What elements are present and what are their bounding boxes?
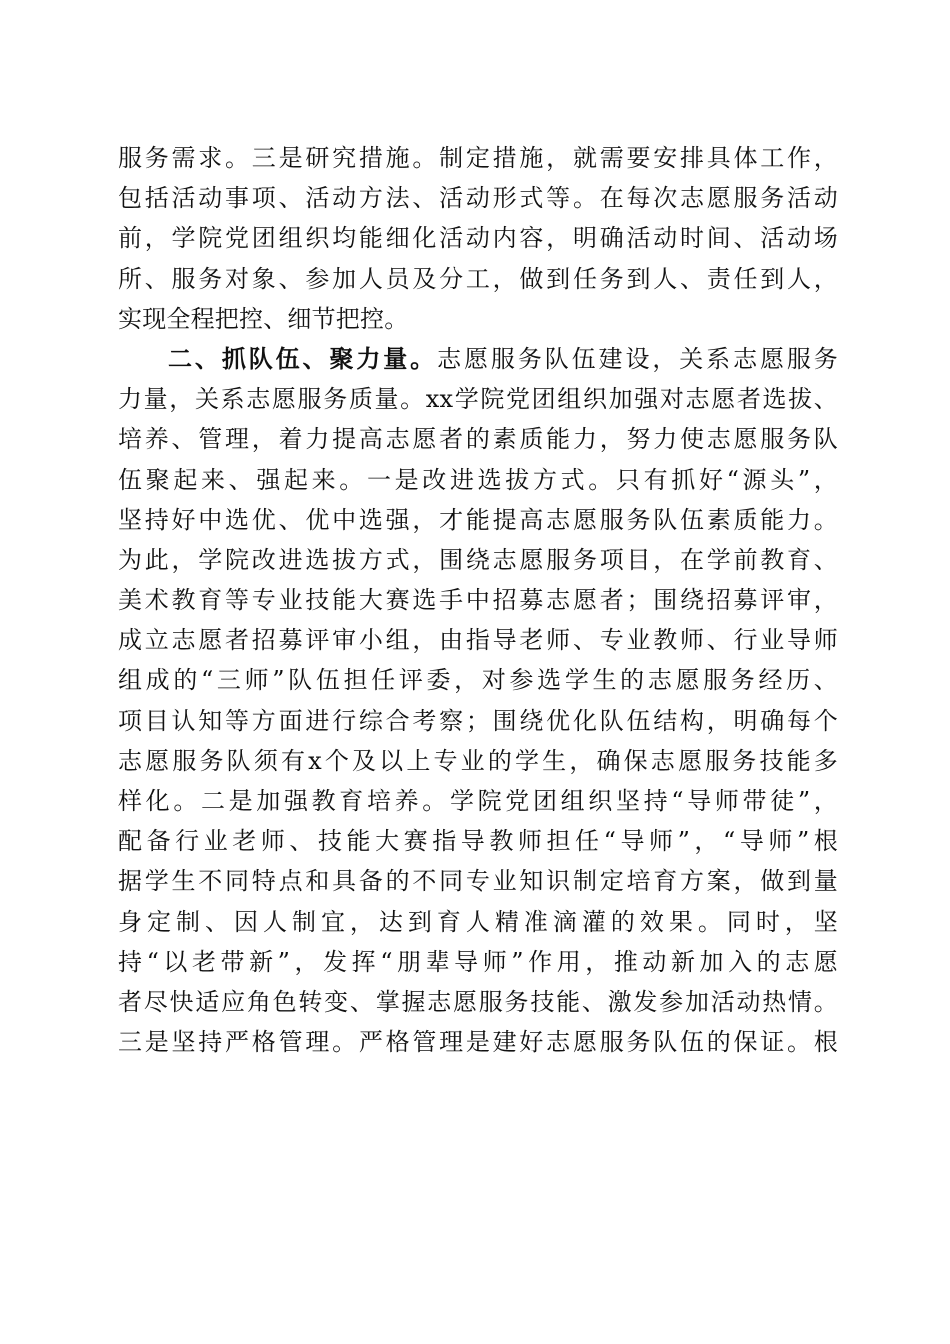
section-heading-rest: 志愿服务队伍建设，关系志愿服务 xyxy=(437,344,839,373)
text-line: 志愿服务队须有x个及以上专业的学生，确保志愿服务技能多 xyxy=(118,746,838,775)
text-line: 项目认知等方面进行综合考察；围绕优化队伍结构，明确每个 xyxy=(118,706,838,735)
document-body xyxy=(118,138,838,1062)
text-line: 实现全程把控、细节把控。 xyxy=(118,304,409,333)
text-line: 配备行业老师、技能大赛指导教师担任“导师”，“导师”根 xyxy=(118,827,838,856)
text-line: 身定制、因人制宜，达到育人精准滴灌的效果。同时，坚 xyxy=(118,907,838,936)
text-line: 成立志愿者招募评审小组，由指导老师、专业教师、行业导师 xyxy=(118,626,838,655)
text-line: 持“以老带新”，发挥“朋辈导师”作用，推动新加入的志愿 xyxy=(118,947,838,976)
text-line: 为此，学院改进选拔方式，围绕志愿服务项目，在学前教育、 xyxy=(118,545,838,574)
text-line: 包括活动事项、活动方法、活动形式等。在每次志愿服务活动 xyxy=(118,184,838,213)
text-line: 据学生不同特点和具备的不同专业知识制定培育方案，做到量 xyxy=(118,867,838,896)
text-line: 培养、管理，着力提高志愿者的素质能力，努力使志愿服务队 xyxy=(118,425,838,454)
text-line: 前，学院党团组织均能细化活动内容，明确活动时间、活动场 xyxy=(118,224,838,253)
text-line: 伍聚起来、强起来。一是改进选拔方式。只有抓好“源头”， xyxy=(118,465,838,494)
text-line: 三是坚持严格管理。严格管理是建好志愿服务队伍的保证。根 xyxy=(118,1028,838,1057)
text-line: 者尽快适应角色转变、掌握志愿服务技能、激发参加活动热情。 xyxy=(118,987,838,1016)
section-heading: 二、抓队伍、聚力量。 xyxy=(168,344,438,373)
text-line: 样化。二是加强教育培养。学院党团组织坚持“导师带徒”， xyxy=(118,787,838,815)
text-line: 组成的“三师”队伍担任评委，对参选学生的志愿服务经历、 xyxy=(118,666,838,695)
text-line: 坚持好中选优、优中选强，才能提高志愿服务队伍素质能力。 xyxy=(118,505,838,534)
text-line: 所、服务对象、参加人员及分工，做到任务到人、责任到人， xyxy=(118,264,838,293)
section-heading-line xyxy=(118,339,838,379)
text-line: 力量，关系志愿服务质量。xx学院党团组织加强对志愿者选拔、 xyxy=(118,385,838,414)
text-line: 服务需求。三是研究措施。制定措施，就需要安排具体工作， xyxy=(118,144,838,172)
text-line: 美术教育等专业技能大赛选手中招募志愿者；围绕招募评审， xyxy=(118,586,838,615)
